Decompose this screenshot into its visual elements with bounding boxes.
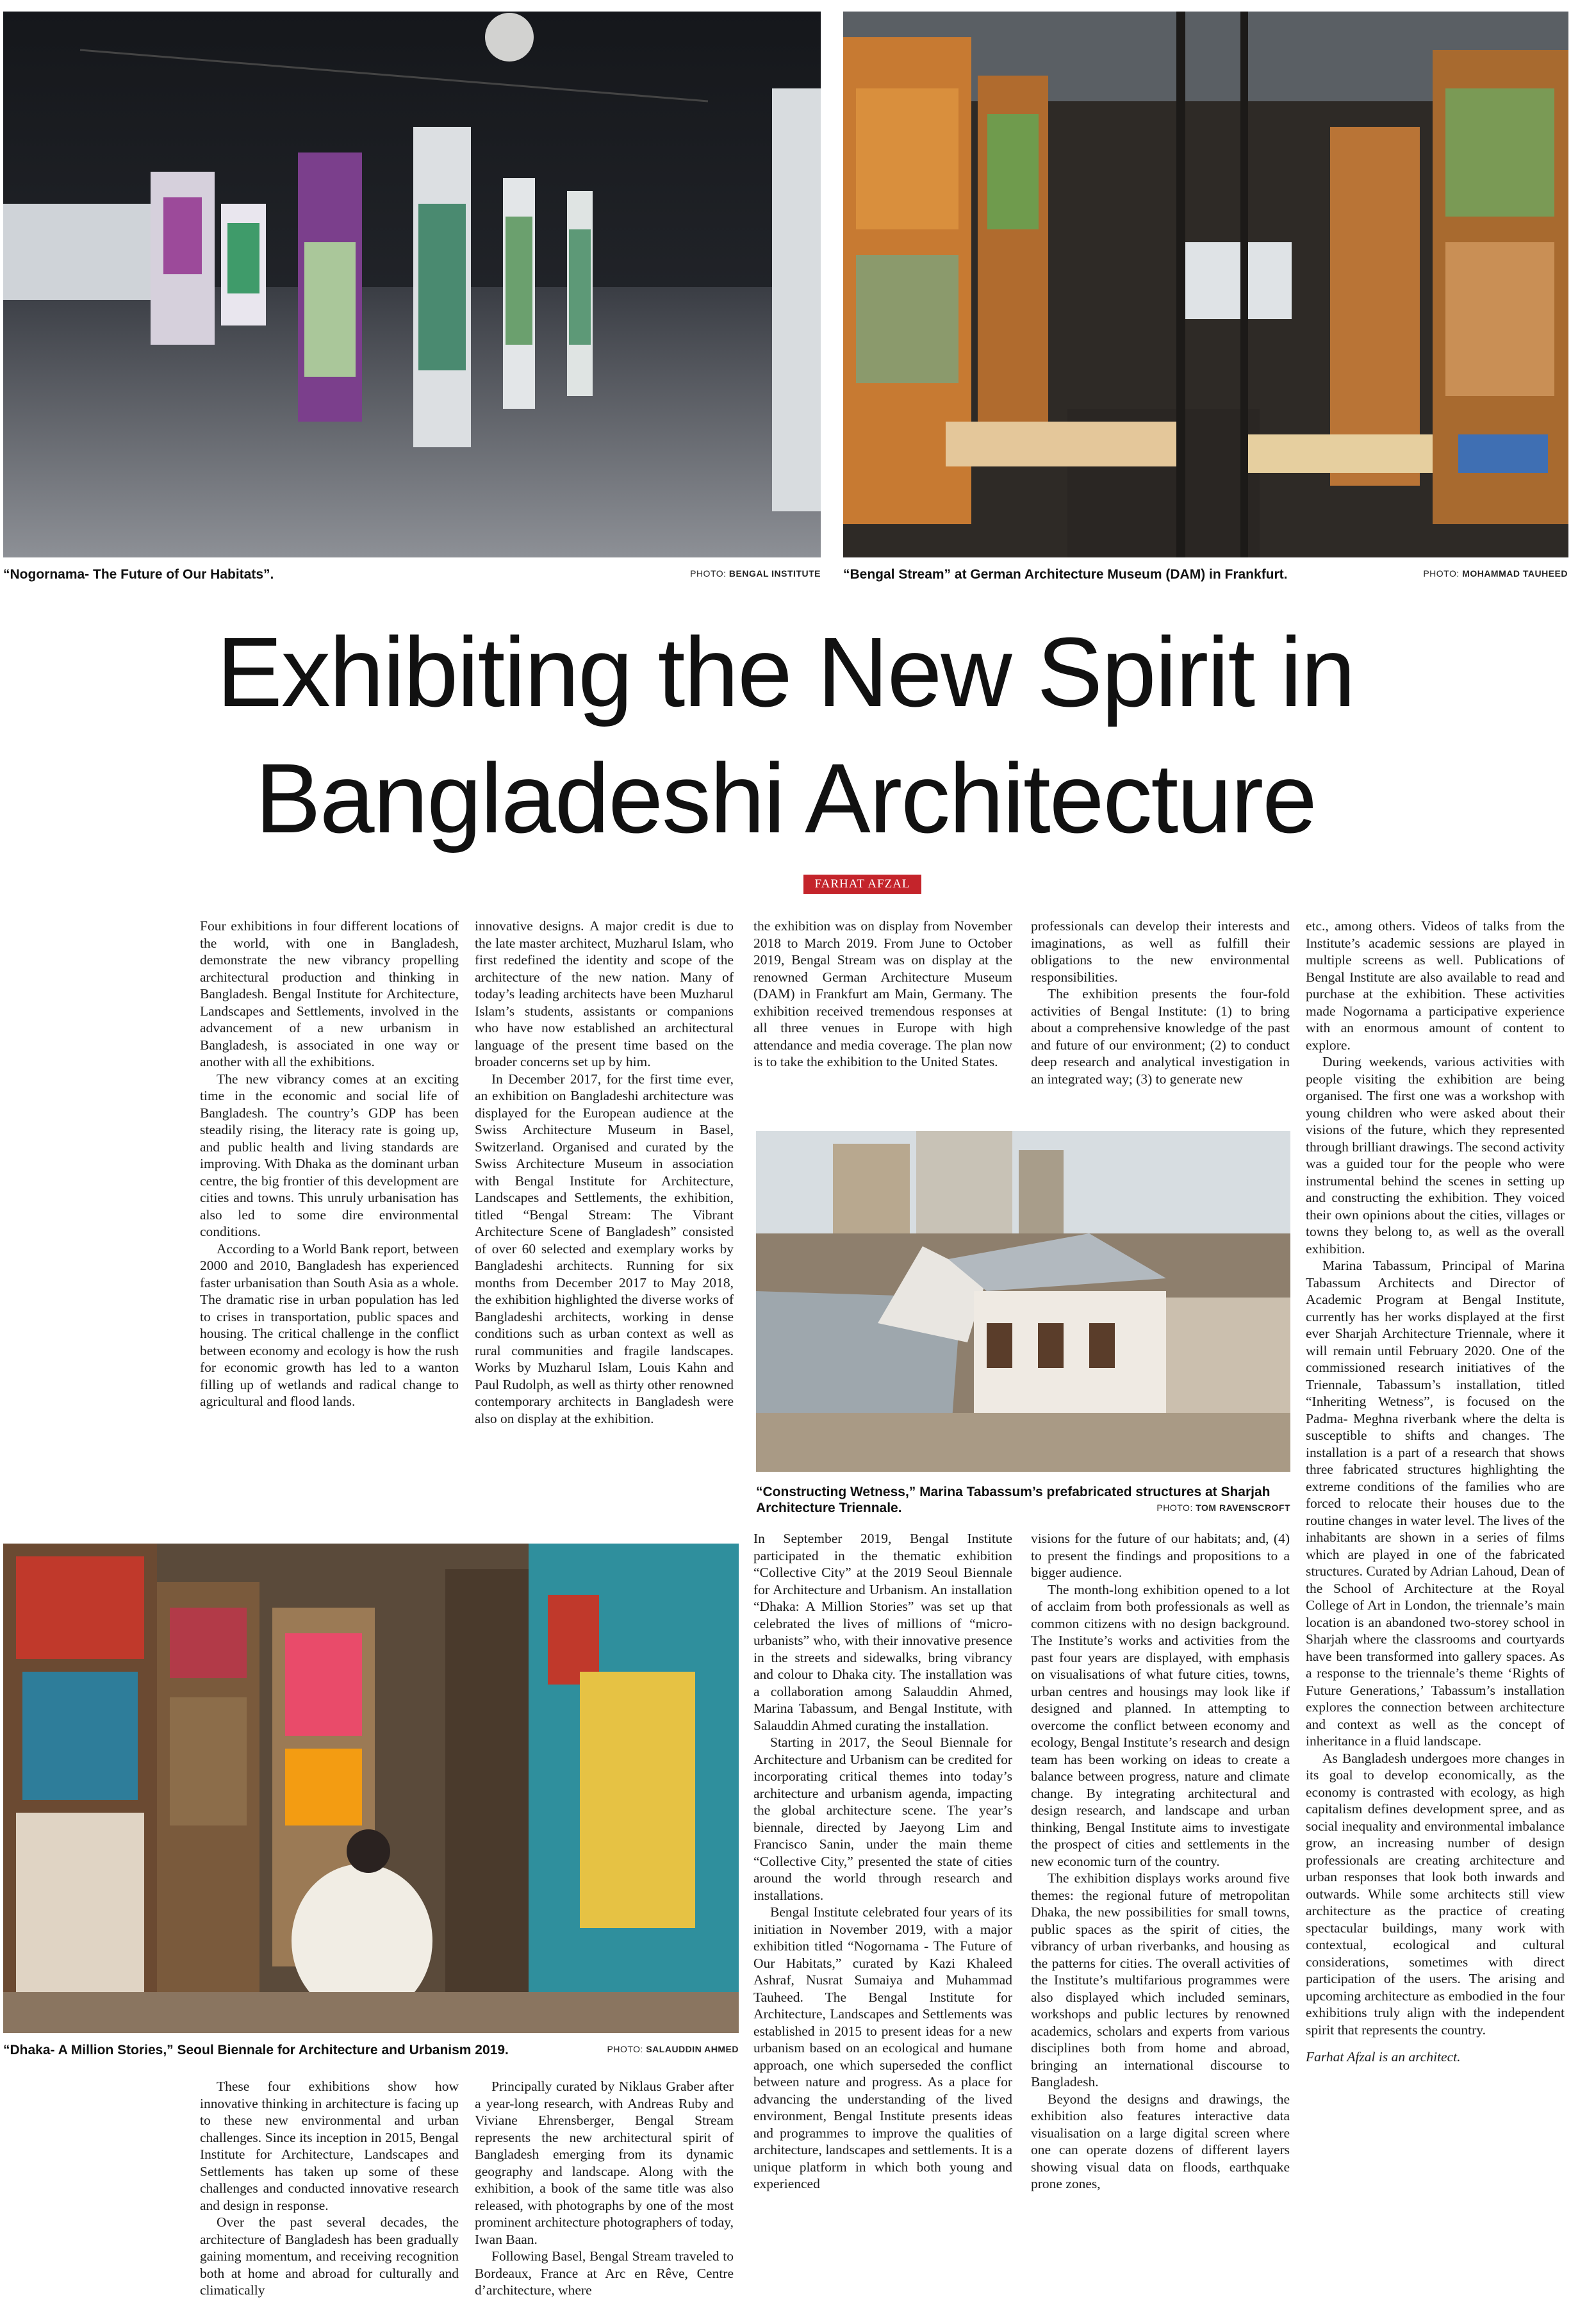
paragraph: In September 2019, Bengal Institute participated in the thematic exhibition “Collective City” at the 2019 Seoul Biennale for Architecture and Urbanism. An installation “Dhaka: A Million Stories” was set up that celebrated the lives of millions of “micro-urbanists” who, with their innovative presence in the streets and sidewalks, bring vibrancy and colour to Dhaka city. The installation was a collaboration among Salauddin Ahmed, Marina Tabassum, and Bengal Institute, with Salauddin Ahmed curating the installation. <box>753 1531 1012 1733</box>
credit-name: TOM RAVENSCROFT <box>1196 1503 1290 1513</box>
paragraph: As Bangladesh undergoes more changes in its goal to develop economically, as the economy is contrasted with ecology, as high capitalism defines development spree, and as social inequality and environmental imbalance grow, an increasing number of design professionals are creating architecture and urban responses that look both inwards and outwards. While some architects still view architecture as the practice of creating spectacular buildings, many work with contextual, ecological and cultural considerations, sometimes with direct participation of the users. The arising and upcoming architecture as embodied in the four exhibitions truly align with the independent spirit that represents the country. <box>1306 1750 1565 2038</box>
paragraph: Four exhibitions in four different locations of the world, with one in Bangladesh, demonstrate the new vibrancy propelling architectural production and thinking in Bangladesh. Bengal Institute for Architecture, Landscapes and Settlements, involved in the advancement of a new urbanism in Bangladesh, is associated in one way or another with all the exhibitions. <box>200 918 459 1069</box>
credit-dhaka <box>525 2044 739 2054</box>
column-4-top <box>1031 918 1290 1087</box>
paragraph: The month-long exhibition opened to a lot of acclaim from both professionals as well as common citizens with no design background. The Institute’s works and activities from the past four years are displayed, with emphasis on visualisations of what future cities, towns, urban centres and housings may look like if designed and planned. In attempting to overcome the conflict between economy and ecology, Bengal Institute’s research and design team has been working on ideas to create a balance between progress, nature and climate change. By integrating architectural and design research, and landscape and urban thinking, Bengal Institute aims to investigate the prospect of cities and settlements in the new economic turn of the country. <box>1031 1581 1290 1869</box>
paragraph: Principally curated by Niklaus Graber after a year-long research, with Andreas Ruby and Viviane Ehrensberger, Bengal Stream represents the new architectural spirit of Bangladesh emerging from its dynamic geography and landscape. Along with the exhibition, a book of the same title was also released, with photographs by one of the most prominent architecture photographers of today, Iwan Baan. <box>475 2079 734 2247</box>
credit-name: BENGAL INSTITUTE <box>728 568 821 579</box>
column-5 <box>1306 918 1565 2066</box>
credit-label: PHOTO: <box>1156 1503 1193 1513</box>
headline-line-1: Exhibiting the New Spirit in <box>217 617 1354 727</box>
column-2-bottom <box>475 2078 734 2299</box>
credit-label: PHOTO: <box>607 2044 643 2054</box>
caption-bengal-stream: “Bengal Stream” at German Architecture Museum (DAM) in Frankfurt. <box>843 567 1288 582</box>
paragraph: During weekends, various activities with people visiting the exhibition are being organised. The first one was a workshop with young children who were asked about their visions of the future, which they represented through brilliant drawings. The second activity was a guided tour for the people who were instrumental behind the scenes in setting up and constructing the exhibition. They voiced their own opinions about the cities, villages or towns they belong to, as well as the overall exhibition. <box>1306 1054 1565 1257</box>
byline: FARHAT AFZAL <box>803 875 921 894</box>
paragraph: the exhibition was on display from November 2018 to March 2019. From June to October 2019, Bengal Stream was on display at the renowned German Architecture Museum (DAM) in Frankfurt am Main, Germany. The exhibition received tremendous responses at all three venues in Europe with high attendance and media coverage. The plan now is to take the exhibition to the United States. <box>753 918 1012 1069</box>
caption-nogornama: “Nogornama- The Future of Our Habitats”. <box>3 567 274 582</box>
paragraph: Starting in 2017, the Seoul Biennale for Architecture and Urbanism can be credited for incorporating critical themes into today’s architecture and urbanism agenda, impacting the global architecture scene. The year’s biennale, directed by Jaeyong Lim and Francisco Sanin, under the main theme “Collective City,” presented the state of cities around the world through research and installations. <box>753 1735 1012 1903</box>
photo-dhaka-million-stories <box>3 1544 739 2033</box>
credit-label: PHOTO: <box>1423 568 1460 579</box>
paragraph: Bengal Institute celebrated four years of its initiation in November 2019, with a major exhibition titled “Nogornama - The Future of Our Habitats,” curated by Kazi Khaleed Ashraf, Nusrat Sumaiya and Muhammad Tauheed. The Bengal Institute for Architecture, Landscapes and Settlements was established in 2015 to present ideas for a new urbanism based on an ecological and humane approach, one which superseded the conflict between nature and progress. As a place for advancing the understanding of the lived environment, Bengal Institute presents ideas and programmes to improve the qualities of architecture, landscapes and settlements. It is a unique platform in which both young and experienced <box>753 1904 1012 2191</box>
paragraph: The exhibition displays works around five themes: the regional future of metropolitan Dhaka, the new possibilities for small towns, public spaces as the spirit of cities, the vibrancy of urban riverbanks, and housing as the patterns for cities. The overall activities of the Institute’s multifarious programmes were also displayed which included seminars, workshops and public lectures by renowned academics, scholars and experts from various disciplines both from home and abroad, bringing an international discourse to Bangladesh. <box>1031 1870 1290 2089</box>
headline-line-2: Bangladeshi Architecture <box>255 743 1316 853</box>
column-3-bottom <box>753 1530 1012 2193</box>
photo-nogornama <box>3 12 821 557</box>
credit-name: SALAUDDIN AHMED <box>646 2044 739 2054</box>
credit-label: PHOTO: <box>690 568 727 579</box>
photo-constructing-wetness <box>756 1131 1290 1472</box>
photo-bengal-stream <box>843 12 1568 557</box>
caption-constructing-wetness: “Constructing Wetness,” Marina Tabassum’s prefabricated structures at Sharjah Architecture Triennale. <box>756 1485 1271 1515</box>
paragraph: Over the past several decades, the architecture of Bangladesh has been gradually gaining momentum, and receiving recognition both at home and abroad for culturally and climatically <box>200 2214 459 2298</box>
paragraph: Beyond the designs and drawings, the exhibition also features interactive data visualisation on a large digital screen where one can operate dozens of different layers showing visual data on floods, earthquake prone zones, <box>1031 2091 1290 2191</box>
credit-bengal-stream <box>1333 568 1568 579</box>
paragraph: professionals can develop their interests and imaginations, as well as fulfill their obligations to the new environmental responsibilities. <box>1031 918 1290 985</box>
paragraph: The new vibrancy comes at an exciting time in the economic and social life of Bangladesh. The country’s GDP has been steadily rising, the literacy rate is going up, and public health and living standards are improving. With Dhaka as the dominant urban centre, the big frontier of this development are cities and towns. This unruly urbanisation has also led to some dire environmental conditions. <box>200 1071 459 1239</box>
column-1-top <box>200 918 459 1410</box>
column-3-top <box>753 918 1012 1071</box>
credit-nogornama <box>577 568 821 579</box>
paragraph: etc., among others. Videos of talks from the Institute’s academic sessions are played in multiple screens as well. Publications of Bengal Institute are also available to read and purchase at the exhibition. These activities made Nogornama a participative experience with an enormous amount of content to explore. <box>1306 918 1565 1053</box>
caption-dhaka: “Dhaka- A Million Stories,” Seoul Biennale for Architecture and Urbanism 2019. <box>3 2043 509 2057</box>
paragraph: In December 2017, for the first time ever, an exhibition on Bangladeshi architecture was displayed for the European audience at the Swiss Architecture Museum in Basel, Switzerland. Organised and curated by the Swiss Architecture Museum in association with Bengal Institute for Architecture, Landscapes and Settlements, the exhibition, titled “Bengal Stream: The Vibrant Architecture Scene of Bangladesh” consisted of over 60 selected and exemplary works by Bangladeshi architects. Running for six months from December 2017 to May 2018, the exhibition highlighted the diverse works of Bangladeshi architects, working in dense conditions such as urban context as well as rural communities and fragile landscapes. Works by Muzharul Islam, Louis Kahn and Paul Rudolph, as well as thirty other renowned contemporary architects in Bangladesh were also on display at the exhibition. <box>475 1071 734 1426</box>
paragraph: Following Basel, Bengal Stream traveled to Bordeaux, France at Arc en Rêve, Centre d’architecture, where <box>475 2248 734 2298</box>
credit-constructing-wetness <box>1064 1503 1290 1513</box>
column-4-bottom <box>1031 1530 1290 2193</box>
paragraph: Marina Tabassum, Principal of Marina Tabassum Architects and Director of Academic Program at Bengal Institute, currently has her works displayed at the first ever Sharjah Architecture Triennale, where it will remain until February 2020. One of the commissioned research initiatives of the Triennale, Tabassum’s installation, titled “Inheriting Wetness”, is focused on the Padma- Meghna riverbank where the delta is susceptible to shifts and changes. The installation is a part of a research that shows three fabricated structures highlighting the extreme conditions of the families who are forced to relocate their houses due to the routine changes in water level. The lives of the inhabitants are shown in a series of films which are played in one of the fabricated structures. Curated by Adrian Lahoud, Dean of the School of Architecture at the Royal College of Art in London, the triennale’s main location is an abandoned two-storey school in Sharjah where the classrooms and courtyards have been transformed into gallery spaces. As a response to the triennale’s theme ‘Rights of Future Generations,’ Tabassum’s installation explores the connection between architecture and context as well as the concept of inheritance in a fluid landscape. <box>1306 1258 1565 1749</box>
column-2-top <box>475 918 734 1427</box>
credit-name: MOHAMMAD TAUHEED <box>1462 568 1568 579</box>
paragraph: innovative designs. A major credit is due to the late master architect, Muzharul Islam, who first redefined the identity and scope of the architecture of the new nation. Many of today’s leading architects have been Muzharul Islam’s students, assistants or companions who have now established an architectural language of the present time based on the broader concerns set up by him. <box>475 918 734 1069</box>
column-1-bottom <box>200 2078 459 2299</box>
paragraph: visions for the future of our habitats; and, (4) to present the findings and propositions to a bigger audience. <box>1031 1531 1290 1580</box>
paragraph: These four exhibitions show how innovative thinking in architecture is facing up to these new environmental and urban challenges. Since its inception in 2015, Bengal Institute for Architecture, Landscapes and Settlements has taken up some of these challenges and conducted innovative research and design in response. <box>200 2079 459 2213</box>
paragraph: The exhibition presents the four-fold activities of Bengal Institute: (1) to bring about a comprehensive knowledge of the past and future of our environment; (2) to conduct deep research and analytical investigation in an integrated way; (3) to generate new <box>1031 986 1290 1087</box>
paragraph: According to a World Bank report, between 2000 and 2010, Bangladesh has experienced faster urbanisation than South Asia as a whole. The dramatic rise in urban population has led to crises in transportation, public spaces and housing. The critical challenge in the conflict between economy and ecology is how the rush for economic growth has led to a wanton filling up of wetlands and radical change to agricultural and flood lands. <box>200 1240 459 1409</box>
author-bio: Farhat Afzal is an architect. <box>1306 2049 1461 2064</box>
